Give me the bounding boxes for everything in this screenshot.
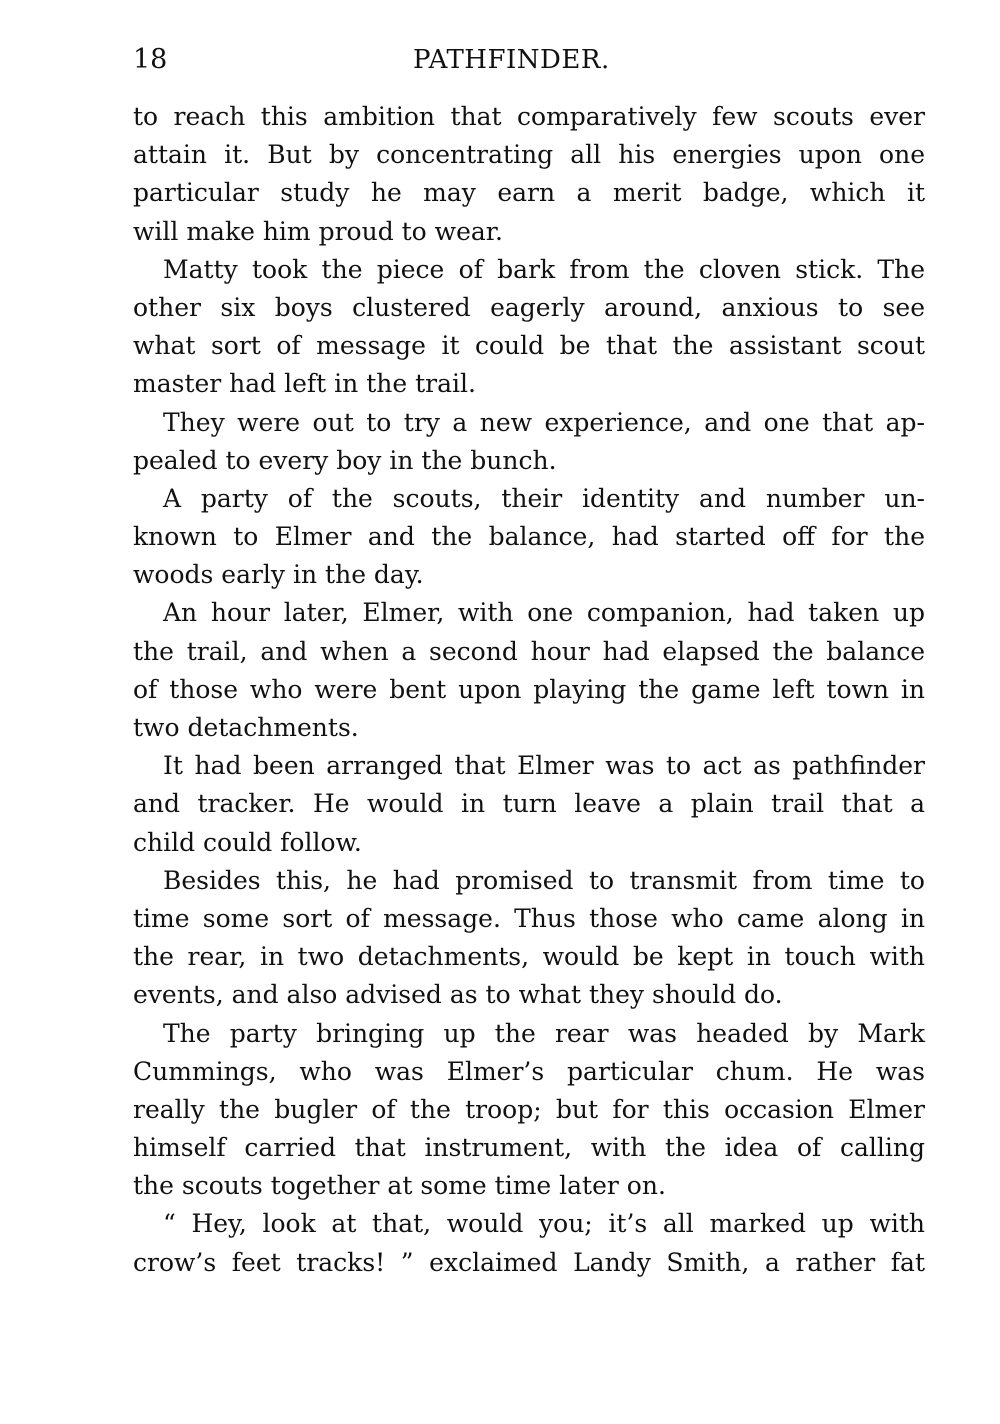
text-line: what sort of message it could be that the assistant scout [133,331,925,361]
text-line: Matty took the piece of bark from the cloven stick. The [163,254,925,284]
page-header [133,40,925,80]
text-line: to reach this ambition that comparatively few scouts ever [133,102,925,131]
text-line: Besides this, he had promised to transmit from time to [163,865,925,895]
text-line: really the bugler of the troop; but for this occasion Elmer [133,1094,925,1124]
text-line: Cummings, who was Elmer’s particular chum. He was [133,1056,925,1086]
text-line: They were out to try a new experience, and one that ap- [163,407,925,437]
text-line: A party of the scouts, their identity and number un- [163,483,925,513]
text-line: time some sort of message. Thus those who came along in [133,903,925,933]
page-number: 18 [133,44,168,75]
text-line: pealed to every boy in the bunch. [133,445,557,475]
text-line: the trail, and when a second hour had elapsed the balance [133,636,925,666]
text-line: An hour later, Elmer, with one companion, had taken up [163,598,925,628]
text-line: woods early in the day. [133,560,424,590]
text-line: the rear, in two detachments, would be kept in touch with [133,942,925,972]
text-line: The party bringing up the rear was headed by Mark [163,1018,925,1048]
text-line: will make him proud to wear. [133,216,503,246]
text-line: particular study he may earn a merit badge, which it [133,178,925,208]
text-line: events, and also advised as to what they should do. [133,980,783,1010]
running-head: PATHFINDER. [413,45,610,75]
text-line: attain it. But by concentrating all his energies upon one [133,140,925,170]
text-line: child could follow. [133,827,362,857]
text-line: “ Hey, look at that, would you; it’s all marked up with [163,1209,925,1239]
text-line: of those who were bent upon playing the game left town in [133,674,925,704]
text-line: master had left in the trail. [133,369,476,399]
text-line: It had been arranged that Elmer was to act as pathfinder [163,751,925,781]
text-line: other six boys clustered eagerly around, anxious to see [133,292,925,322]
text-line: himself carried that instrument, with the idea of calling [133,1133,925,1163]
text-line: and tracker. He would in turn leave a plain trail that a [133,789,925,819]
text-line: known to Elmer and the balance, had started off for the [133,522,925,552]
text-line: crow’s feet tracks! ” exclaimed Landy Smith, a rather fat [133,1247,925,1277]
text-line: the scouts together at some time later on. [133,1171,666,1201]
text-line: two detachments. [133,713,359,742]
body-text [133,98,925,1282]
